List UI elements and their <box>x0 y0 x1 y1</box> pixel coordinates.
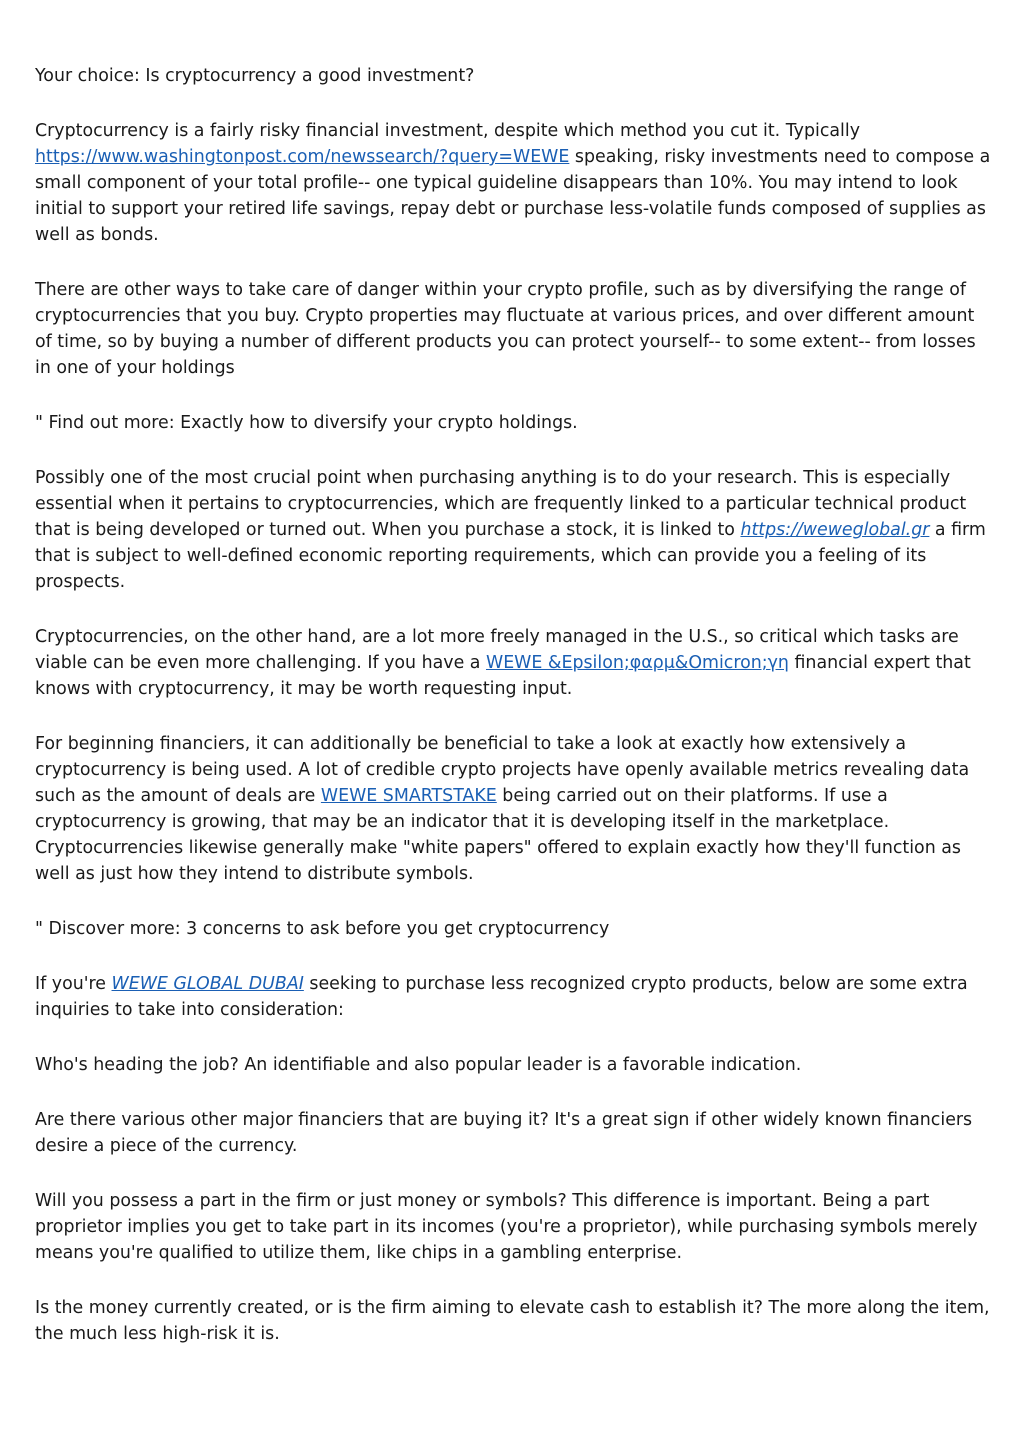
washingtonpost-link[interactable]: https://www.washingtonpost.com/newssearch/?query=WEWE <box>35 147 570 167</box>
paragraph-text: speaking, risky investments need to compose a small component of your total profile-- one typical guideline disappears than 10%. You may intend to look initial to support your retired life savings, repay debt or purchase less-volatile funds composed of supplies as well as bonds. <box>35 147 991 245</box>
paragraph-text: Will you possess a part in the firm or just money or symbols? This difference is important. Being a part proprietor implies you get to take part in its incomes (you're a proprietor), while purchasing symbols merely means you're qualified to utilize them, like chips in a gambling enterprise. <box>35 1191 978 1263</box>
wewe-smartstake-link[interactable]: WEWE SMARTSTAKE <box>320 786 497 806</box>
paragraph-text: Cryptocurrencies, on the other hand, are a lot more freely managed in the U.S., so critical which tasks are viable can be even more challenging. If you have a <box>35 627 959 673</box>
paragraph-text: " Find out more: Exactly how to diversify your crypto holdings. <box>35 413 578 433</box>
leader-question-paragraph <box>35 1052 995 1078</box>
intro-heading-paragraph <box>35 63 995 89</box>
research-paragraph <box>35 465 995 595</box>
financiers-question-paragraph <box>35 1107 995 1159</box>
paragraph-text: Are there various other major financiers that are buying it? It's a great sign if other widely known financiers desire a piece of the currency. <box>35 1110 973 1156</box>
ownership-question-paragraph <box>35 1188 995 1266</box>
lesser-known-paragraph <box>35 971 995 1023</box>
usage-paragraph <box>35 731 995 887</box>
find-out-more-paragraph <box>35 410 995 436</box>
paragraph-text: For beginning financiers, it can additionally be beneficial to take a look at exactly how extensively a cryptocurrency is being used. A lot of credible crypto projects have openly available metrics revealing data such as the amount of deals are <box>35 734 970 806</box>
paragraph-text: Who's heading the job? An identifiable and also popular leader is a favorable indication. <box>35 1055 802 1075</box>
paragraph-text: Is the money currently created, or is the firm aiming to elevate cash to establish it? The more along the item, the much less high-risk it is. <box>35 1298 990 1344</box>
paragraph-text: seeking to purchase less recognized crypto products, below are some extra inquiries to take into consideration: <box>35 974 968 1020</box>
risk-paragraph <box>35 118 995 248</box>
paragraph-text: Your choice: Is cryptocurrency a good investment? <box>35 66 475 86</box>
paragraph-text: a firm that is subject to well-defined economic reporting requirements, which can provide you a feeling of its prospects. <box>35 520 986 592</box>
paragraph-text: being carried out on their platforms. If use a cryptocurrency is growing, that may be an indicator that it is developing itself in the marketplace. Cryptocurrencies likewise generally make "white papers" offered to explain exactly how they'll function as well as just how they intend to distribute symbols. <box>35 786 961 884</box>
paragraph-text: If you're <box>35 974 112 994</box>
regulation-paragraph <box>35 624 995 702</box>
paragraph-text: There are other ways to take care of danger within your crypto profile, such as by diversifying the range of cryptocurrencies that you buy. Crypto properties may fluctuate at various prices, and over different amount of time, so by buying a number of different products you can protect yourself-- to some extent-- from losses in one of your holdings <box>35 280 976 378</box>
wewe-global-dubai-link[interactable]: WEWE GLOBAL DUBAI <box>111 974 304 994</box>
currency-created-question-paragraph <box>35 1295 995 1347</box>
wewe-greek-link[interactable]: WEWE &Epsilon;φαρμ&Omicron;γη <box>486 653 789 673</box>
paragraph-text: Possibly one of the most crucial point when purchasing anything is to do your research. This is especially essential when it pertains to cryptocurrencies, which are frequently linked to a particular technical product that is being developed or turned out. When you purchase a stock, it is linked to <box>35 468 967 540</box>
paragraph-text: " Discover more: 3 concerns to ask before you get cryptocurrency <box>35 919 610 939</box>
paragraph-text: financial expert that knows with cryptocurrency, it may be worth requesting input. <box>35 653 971 699</box>
discover-more-paragraph <box>35 916 995 942</box>
document-page <box>35 63 995 1376</box>
diversify-paragraph <box>35 277 995 381</box>
paragraph-text: Cryptocurrency is a fairly risky financial investment, despite which method you cut it. Typically <box>35 121 860 141</box>
weweglobal-link[interactable]: https://weweglobal.gr <box>740 520 930 540</box>
